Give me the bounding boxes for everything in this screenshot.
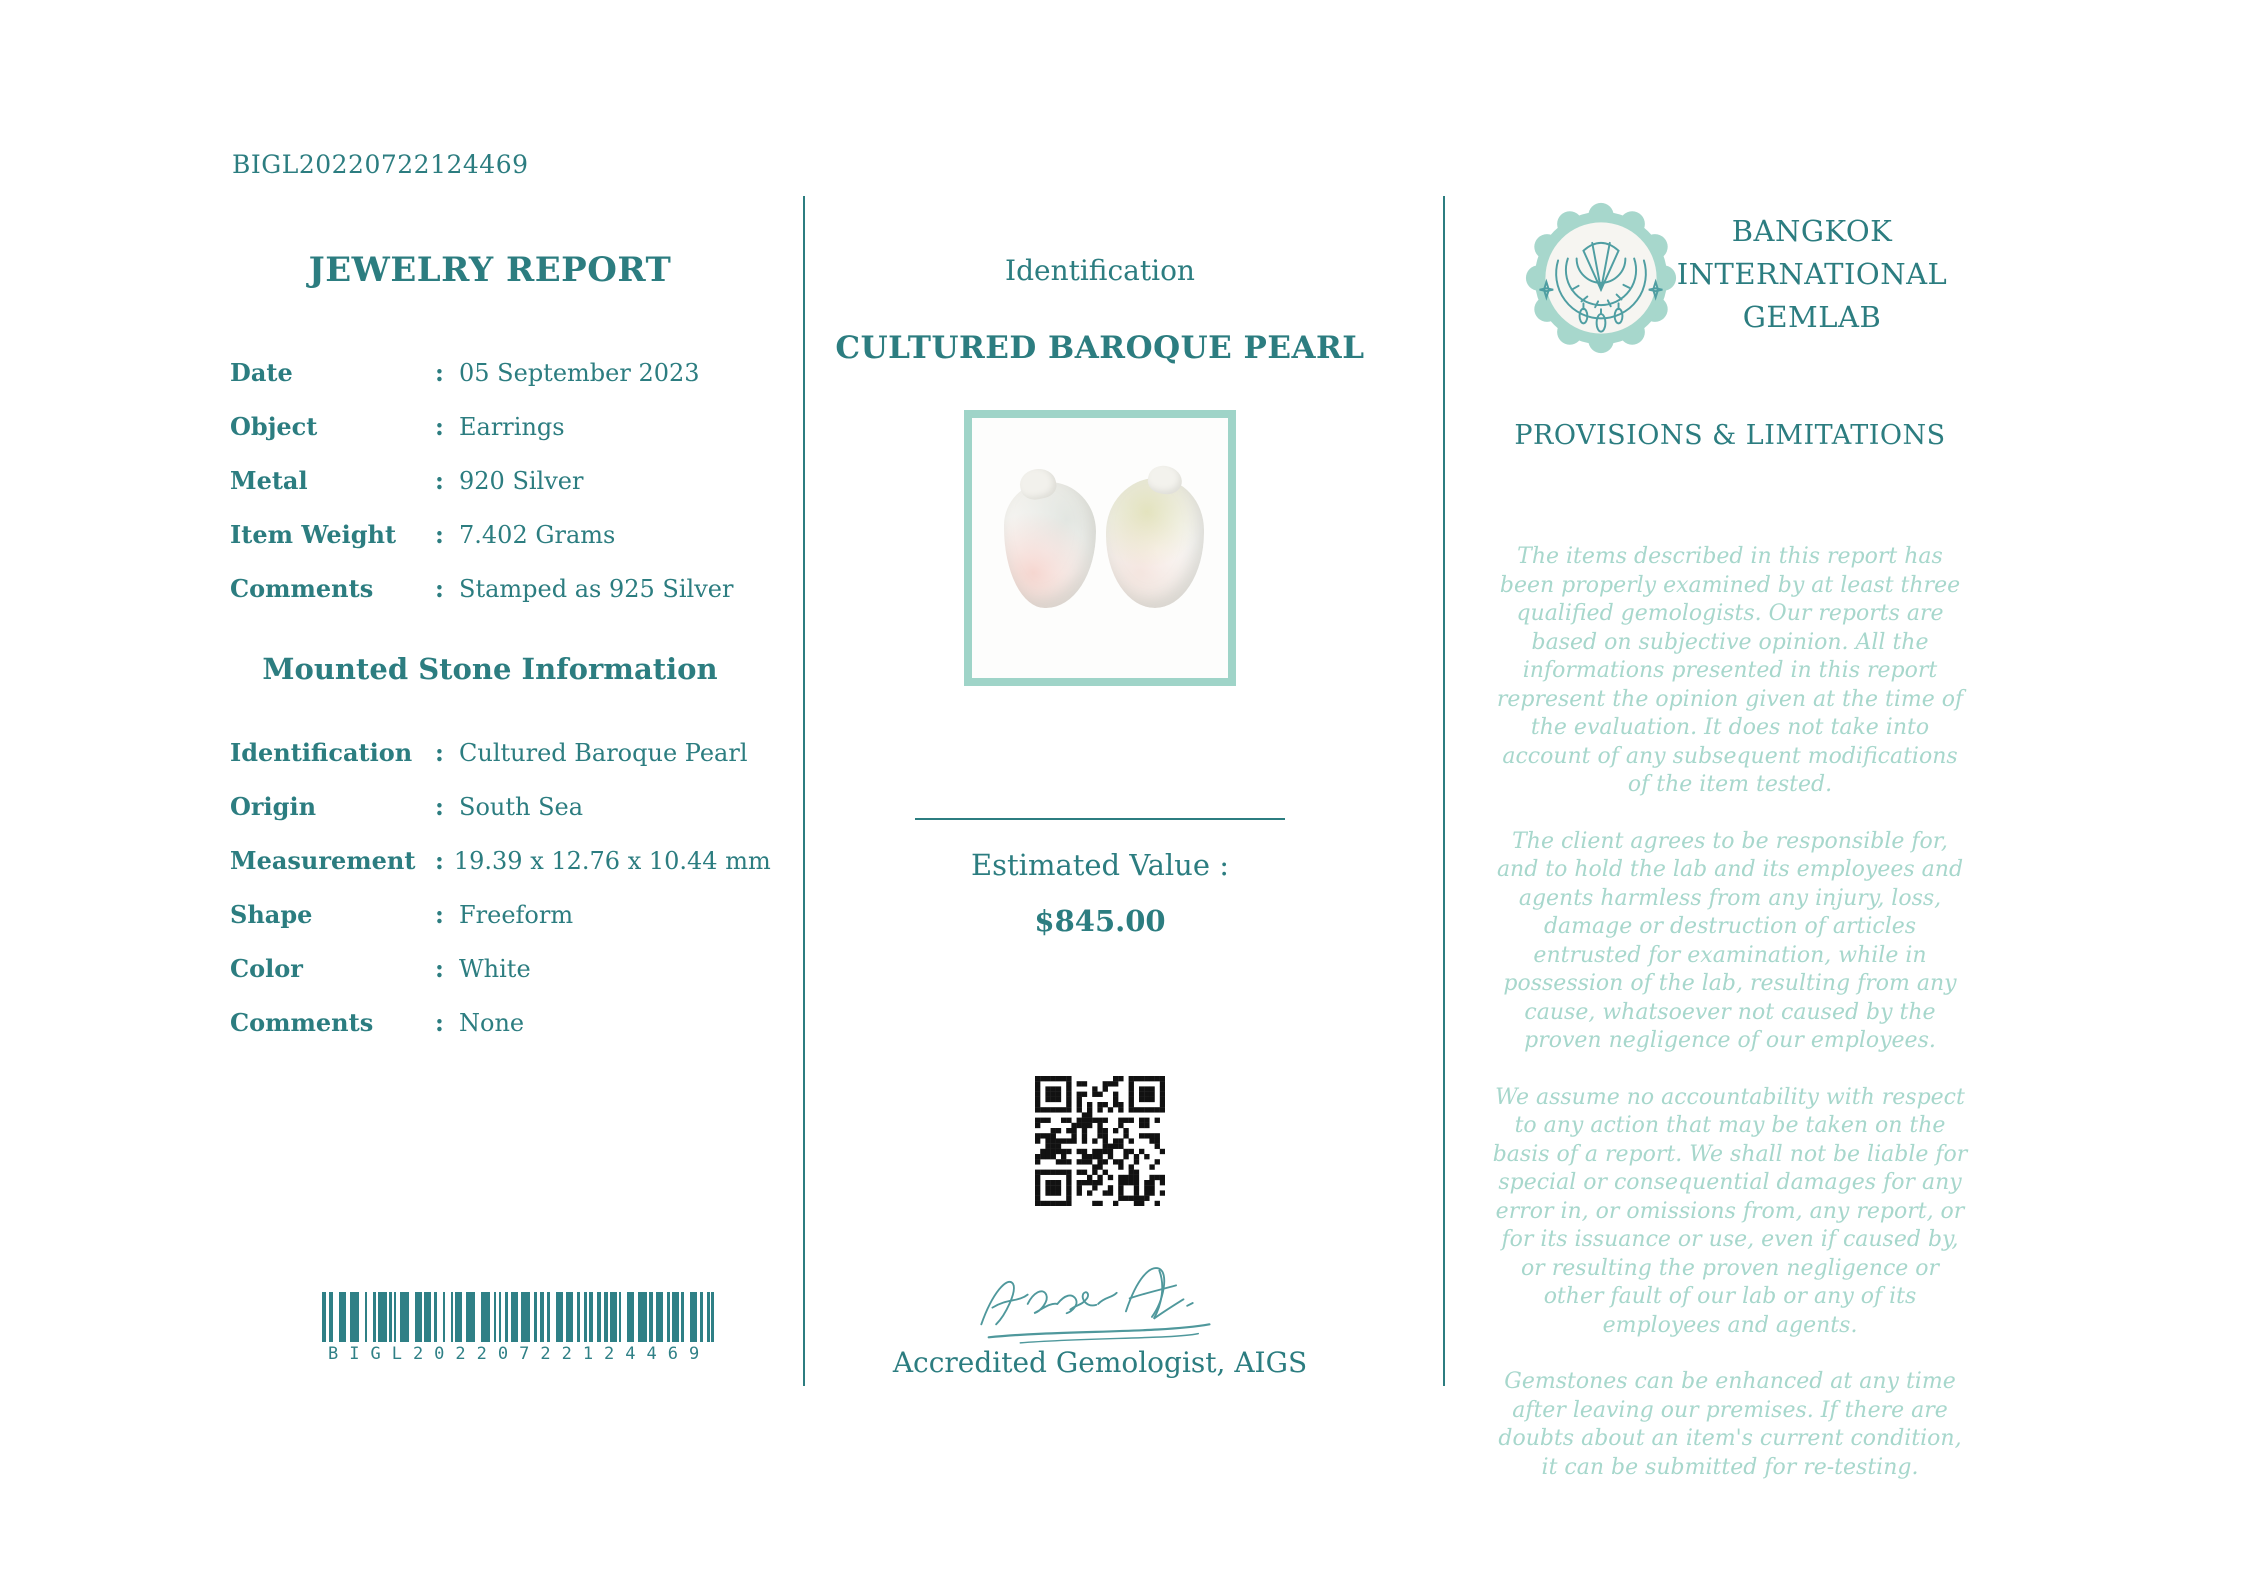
mounted-stone-info-title: Mounted Stone Information: [262, 652, 718, 686]
lab-name: [1662, 210, 1962, 339]
item-fields: [230, 358, 750, 628]
identification-section-title: Identification: [1005, 254, 1195, 287]
lab-name-line: GEMLAB: [1742, 300, 1882, 334]
qr-code: [1035, 1076, 1165, 1206]
field-row-stone-comments: [230, 1008, 750, 1062]
field-row-object: [230, 412, 750, 466]
lab-name-line: INTERNATIONAL: [1676, 257, 1948, 291]
field-row-date: [230, 358, 750, 412]
field-value: White: [459, 955, 531, 983]
field-value: 19.39 x 12.76 x 10.44 mm: [453, 847, 771, 875]
field-label: Origin: [230, 792, 317, 821]
estimated-value-label: Estimated Value :: [970, 848, 1230, 882]
report-title: JEWELRY REPORT: [308, 250, 672, 290]
field-colon: :: [435, 792, 444, 821]
field-label: Item Weight: [230, 520, 397, 549]
provisions-title: PROVISIONS & LIMITATIONS: [1514, 420, 1946, 451]
report-number: BIGL20220722124469: [232, 150, 529, 179]
barcode: [322, 1292, 714, 1342]
column-divider-left: [803, 196, 805, 1386]
field-value: 7.402 Grams: [459, 521, 616, 549]
field-label: Comments: [230, 1008, 374, 1037]
field-value: 920 Silver: [459, 467, 584, 495]
field-label: Comments: [230, 574, 374, 603]
field-row-item-weight: [230, 520, 750, 574]
gemologist-title: Accredited Gemologist, AIGS: [892, 1346, 1308, 1379]
field-row-color: [230, 954, 750, 1008]
provisions-body: [1490, 543, 1970, 1510]
pearl-left-image: [1004, 482, 1096, 608]
field-row-metal: [230, 466, 750, 520]
field-row-shape: [230, 900, 750, 954]
field-label: Date: [230, 358, 293, 387]
field-value: Earrings: [459, 413, 565, 441]
field-label: Shape: [230, 900, 313, 929]
gemologist-signature: [955, 1252, 1245, 1354]
field-colon: :: [435, 1008, 444, 1037]
field-colon: :: [435, 846, 444, 875]
stone-fields: [230, 738, 771, 1062]
field-colon: :: [435, 520, 444, 549]
field-value: 05 September 2023: [459, 359, 700, 387]
field-label: Metal: [230, 466, 308, 495]
item-photo-frame: [964, 410, 1236, 686]
provisions-paragraph: Gemstones can be enhanced at any time after leaving our premises. If there are doubts about an item's current condition, it can be submitted for re-testing.: [1498, 1369, 1962, 1480]
field-row-origin: [230, 792, 750, 846]
provisions-paragraph: The items described in this report has been properly examined by at least three qualified gemologists. Our reports are based on subjective opinion. All the informations presented in this report represent the opinion given at the time of the evaluation. It does not take into account of any subsequent modifications of the item tested.: [1496, 544, 1964, 797]
pearl-right-image: [1106, 478, 1204, 608]
field-label: Identification: [230, 738, 413, 767]
estimated-value-amount: $845.00: [1034, 904, 1166, 938]
field-row-comments: [230, 574, 750, 628]
lab-logo: [1523, 200, 1679, 356]
field-label: Object: [230, 412, 318, 441]
lab-name-line: BANGKOK: [1731, 214, 1893, 248]
field-value: South Sea: [459, 793, 584, 821]
provisions-paragraph: We assume no accountability with respect to any action that may be taken on the basis of a report. We shall not be liable for special or consequential damages for any error in, or omissions from, any report, or for its issuance or use, even if caused by, or resulting the proven negligence or other fault of our lab or any of its employees and agents.: [1492, 1084, 1968, 1338]
provisions-paragraph: The client agrees to be responsible for, and to hold the lab and its employees and agents harmless from any injury, loss, damage or destruction of articles entrusted for examination, while in possession of the lab, resulting from any cause, whatsoever not caused by the proven negligence of our employees.: [1496, 828, 1964, 1053]
field-colon: :: [435, 412, 444, 441]
column-divider-right: [1443, 196, 1445, 1386]
field-colon: :: [435, 466, 444, 495]
field-colon: :: [435, 358, 444, 387]
field-colon: :: [435, 574, 444, 603]
field-row-measurement: [230, 846, 771, 900]
field-colon: :: [435, 954, 444, 983]
field-value: None: [459, 1009, 525, 1037]
field-colon: :: [435, 900, 444, 929]
field-value: Freeform: [459, 901, 574, 929]
field-colon: :: [435, 738, 444, 767]
field-value: Stamped as 925 Silver: [459, 575, 734, 603]
barcode-text: BIGL20220722124469: [328, 1344, 711, 1364]
field-row-identification: [230, 738, 750, 792]
section-divider: [915, 818, 1285, 820]
field-value: Cultured Baroque Pearl: [459, 739, 748, 767]
field-label: Color: [230, 954, 303, 983]
identification-result: CULTURED BAROQUE PEARL: [835, 330, 1365, 366]
field-label: Measurement: [230, 846, 416, 875]
